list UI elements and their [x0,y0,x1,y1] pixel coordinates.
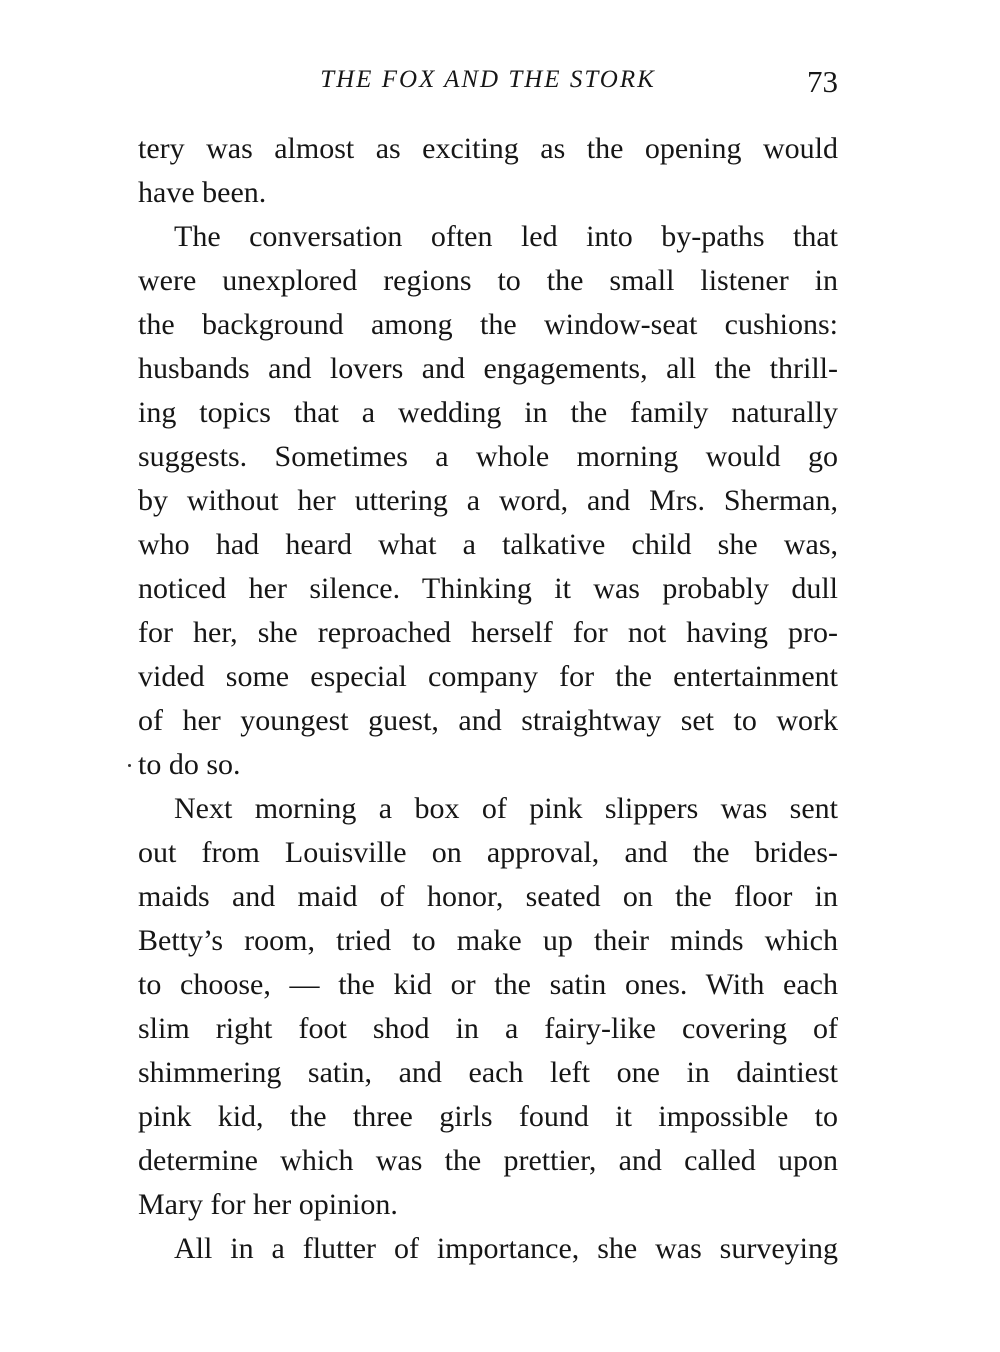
text-line: pink kid, the three girls found it impossible to [138,1100,838,1133]
text-line: husbands and lovers and engagements, all the thrill- [138,352,838,385]
text-line: of her youngest guest, and straightway set to work [138,704,838,737]
text-line: by without her uttering a word, and Mrs. Sherman, [138,484,838,517]
text-line: out from Louisville on approval, and the brides- [138,836,838,869]
text-line: The conversation often led into by-paths that [174,220,838,253]
text-line: who had heard what a talkative child she was, [138,528,838,561]
text-line: slim right foot shod in a fairy-like covering of [138,1012,838,1045]
page-header [138,60,838,100]
page-number: 73 [807,64,838,99]
text-line: maids and maid of honor, seated on the floor in [138,880,838,913]
text-line: to do so. [138,748,241,781]
text-line: the background among the window-seat cushions: [138,308,838,341]
text-line: were unexplored regions to the small listener in [138,264,838,297]
text-line: have been. [138,176,267,209]
text-line: vided some especial company for the entertainment [138,660,838,693]
text-line: Betty’s room, tried to make up their minds which [138,924,838,957]
text-line: for her, she reproached herself for not having pro- [138,616,838,649]
text-line: Mary for her opinion. [138,1188,398,1221]
text-line: suggests. Sometimes a whole morning would go [138,440,838,473]
print-speck [128,764,131,767]
text-line: All in a flutter of importance, she was surveying [174,1232,838,1265]
text-line: determine which was the prettier, and called upon [138,1144,838,1177]
text-line: tery was almost as exciting as the opening would [138,132,838,165]
text-line: noticed her silence. Thinking it was probably dull [138,572,838,605]
running-title: THE FOX AND THE STORK [320,66,656,93]
text-line: ing topics that a wedding in the family naturally [138,396,838,429]
text-line: shimmering satin, and each left one in daintiest [138,1056,838,1089]
body-text [138,127,838,1271]
text-line: to choose, — the kid or the satin ones. With each [138,968,838,1001]
text-line: Next morning a box of pink slippers was sent [174,792,838,825]
